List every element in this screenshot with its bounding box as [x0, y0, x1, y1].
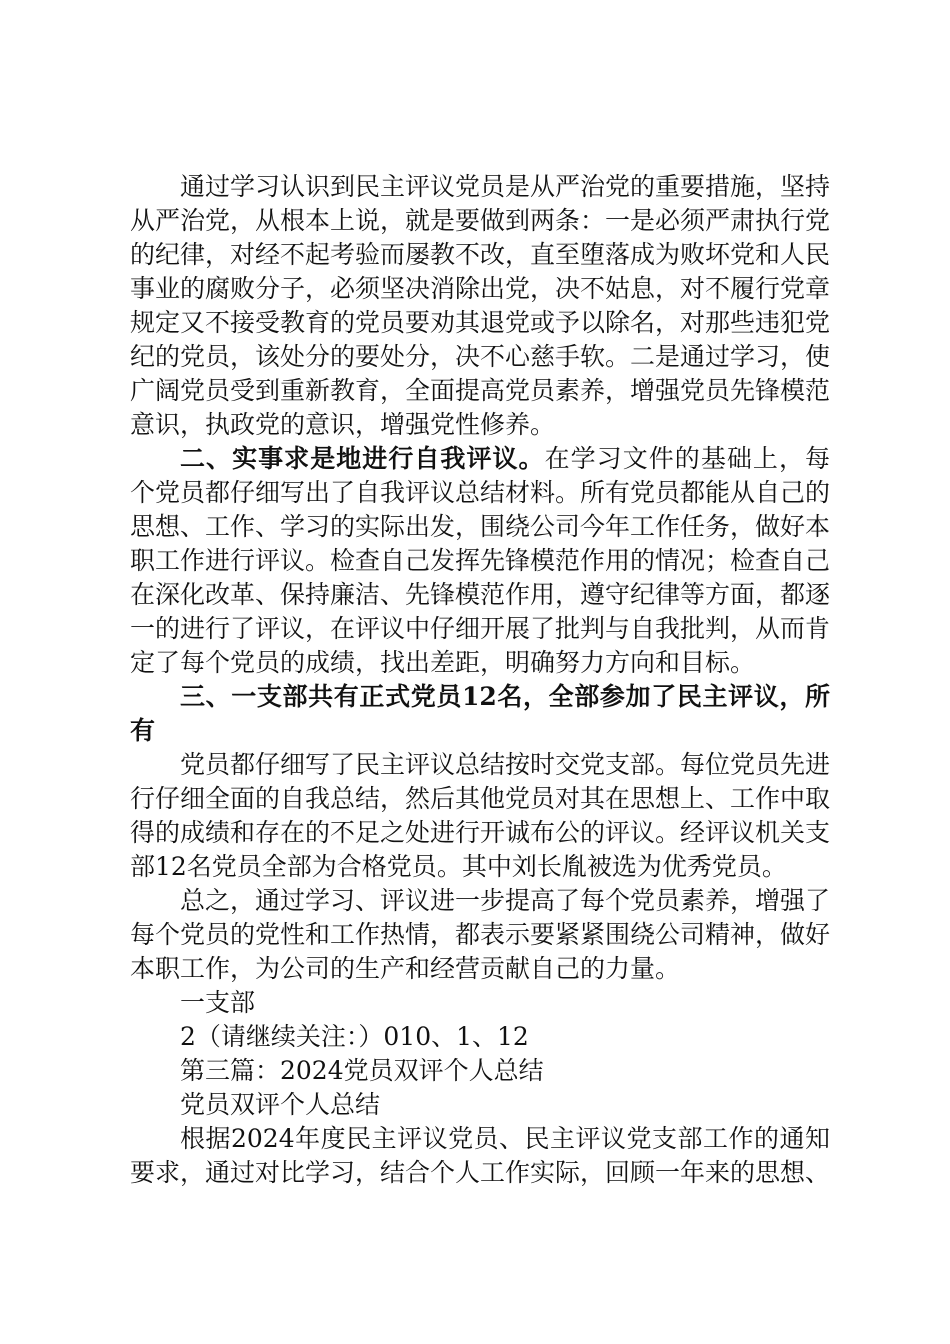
- section-heading-three: 三、一支部共有正式党员12名，全部参加了民主评议，所有: [130, 682, 830, 745]
- paragraph-opening: 根据2024年度民主评议党员、民主评议党支部工作的通知要求，通过对比学习，结合个人工作实际，回顾一年来的思想、: [130, 1124, 831, 1187]
- paragraph-self-evaluation: [130, 442, 830, 680]
- section-title-part-three: 第三篇：2024党员双评个人总结: [180, 1056, 544, 1085]
- paragraph-study-discipline: 通过学习认识到民主评议党员是从严治党的重要措施，坚持从严治党，从根本上说，就是要做到两条：一是必须严肃执行党的纪律，对经不起考验而屡教不改，直至堕落成为败坏党和人民事业的腐败分子，必须坚决消除出党，决不姑息，对不履行党章规定又不接受教育的党员要劝其退党或予以除名，对那些违犯党纪的党员，该处分的要处分，决不心慈手软。二是通过学习，使广阔党员受到重新教育，全面提高党员素养，增强党员先锋模范意识，执政党的意识，增强党性修养。: [130, 172, 831, 439]
- signature-branch: 一支部: [180, 988, 256, 1017]
- document-body: [130, 170, 830, 1190]
- paragraph-branch-evaluation: 党员都仔细写了民主评议总结按时交党支部。每位党员先进行仔细全面的自我总结，然后其他党员对其在思想上、工作中取得的成绩和存在的不足之处进行开诚布公的评议。经评议机关支部12名党员全部为合格党员。其中刘长胤被选为优秀党员。: [130, 750, 831, 881]
- paragraph-self-evaluation-body: 在学习文件的基础上，每个党员都仔细写出了自我评议总结材料。所有党员都能从自己的思想、工作、学习的实际出发，围绕公司今年工作任务，做好本职工作进行评议。检查自己发挥先锋模范作用的情况；检查自己在深化改革、保持廉洁、先锋模范作用，遵守纪律等方面，都逐一的进行了评议，在评议中仔细开展了批判与自我批判，从而肯定了每个党员的成绩，找出差距，明确努力方向和目标。: [130, 444, 831, 677]
- paragraph-conclusion: 总之，通过学习、评议进一步提高了每个党员素养，增强了每个党员的党性和工作热情，都表示要紧紧围绕公司精神，做好本职工作，为公司的生产和经营贡献自己的力量。: [130, 886, 831, 983]
- section-heading-two: 二、实事求是地进行自我评议。: [180, 444, 545, 473]
- document-title: 党员双评个人总结: [180, 1090, 381, 1119]
- continuation-note: 2（请继续关注：）010、1、12: [180, 1022, 529, 1051]
